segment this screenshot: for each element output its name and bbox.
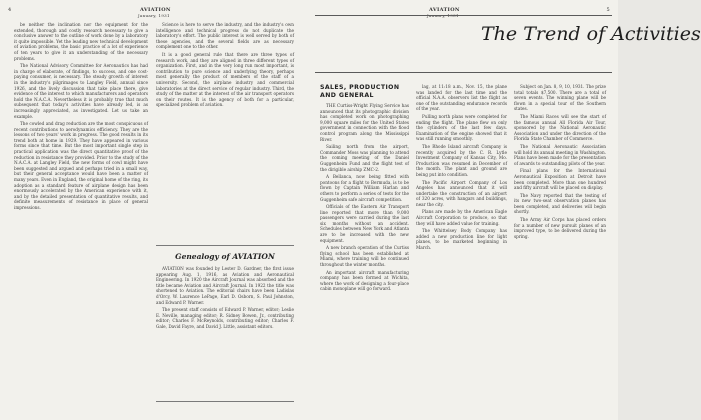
genealogy-heading: Genealogy of AVIATION [175,252,275,261]
genealogy-bottom-rule [156,401,294,402]
news-item: Pulling north plans were completed for ending the flight. The plane flew on only the cylinders of the last few days. Examination of the engine showed that it was still running smoothly. [416,113,507,142]
news-item: Subject on Jan. 8, 9, 10, 1931. The prize total totals $7,500. There are a total of seven events. The winning plane will be flown in a special tour of the Southern states. [514,84,606,112]
news-item: An important aircraft manufacturing company has been formed at Wichita, where the work of designing a four-place cabin monoplane will go forward. [320,269,409,292]
news-item: A Bellanca, now being fitted with pontoons for a flight to Bermuda, is to be flown by Captain William Harlan and others to perform a series of tests for the Guggenheim safe aircraft competition. [320,174,409,202]
news-item: lag, at 11:18 a.m., Nov. 15, the plane was landed for the last time and the official N.A.A. observers list the flight as one of the outstanding endurance records of the year. [416,84,507,112]
title-top-rule [315,15,612,16]
news-item: The Rhode Island aircraft Company is recently acquired by the C. R. Lytle Investment Company of Kansas City, Mo. Production was resumed in December of the month. The plant and ground are being put into condition. [416,143,507,177]
news-item: Officials of the Eastern Air Transport line reported that more than 9,000 passengers were carried during the last six months without an accident. Schedules between New York and Atlanta are to be increased with the new equipment. [320,204,409,243]
news-item: Final plans for the International Aeronautical Exposition at Detroit have been completed. More than one hundred and fifty aircraft will be placed on display. [514,168,606,191]
news-item: The National Aeronautic Association will hold its annual meeting in Washington. Plans have been made for the presentation of awards to outstanding pilots of the year. [514,143,607,166]
genealogy-box [156,266,294,398]
news-item: Plans are made by the American Eagle Aircraft Corporation to produce, so that they will have added value for training. [416,209,507,226]
right-page-number: 5 [606,7,610,13]
left-column-1 [14,22,148,408]
page-title: The Trend of Activities [481,23,701,45]
section-heading-line2: AND GENERAL [320,91,374,99]
genealogy-paragraph: The present staff consists of Edward P. Warner, editor; Leslie E. Neville, managing editor; R. Sidney Bowen, Jr., contributing editor; Charles F. McReynolds, contributing editor; Charles F. Gale, David Fayre, and David J. Little, assistant editors. [156,307,294,329]
right-running-head: AVIATION [429,7,460,13]
right-column-1 [320,103,409,413]
body-paragraph: It is a good general rule that there are three types of research work, and they are aligned in three different types of organization. First, and in the very long run most important, is contribution to pure science and underlying theory, perhaps most generally the product of members of the staff of a university. Second, the airplane industry and commercial laboratories at the direct service of regular industry. Third, the study of the matter at the interest of the air transport operators on their routes. It is the agency of both for a particular, specialized problem of aviation. [156,51,294,108]
section-heading [320,84,399,99]
left-page [0,0,310,420]
right-page [309,0,701,420]
news-item: Sailing north from the airport, Commander Moss was planning to attend the coming meeting of the Daniel Guggenheim Fund and the flight test of the dirigible airship ZMC-2. [320,144,409,172]
section-heading-line1: SALES, PRODUCTION [320,84,400,91]
news-item: The Navy reported that the testing of its new two-seat observation planes has been completed, and deliveries will begin shortly. [514,192,606,215]
news-item: The Army Air Corps has placed orders for a number of new pursuit planes of an improved type, to be delivered during the spring. [514,217,606,239]
right-column-3 [514,84,606,413]
news-item: The Whittelsey Body Company has added a new production line for light planes, to be marketed beginning in March. [416,228,507,251]
body-paragraph: be neither the inclination nor the equipment for the extended, thorough and costly research necessary to give a conclusive answer to the outline of work done by a laboratory it quite impossible. Yet the leading new technical development of aviation problems, the basic practice of a lot of experience of ten years to give it an understanding of the necessary problems. [14,22,148,61]
left-column-2 [156,22,294,240]
right-column-2 [416,84,507,413]
title-bottom-rule [315,72,612,73]
left-page-number: 4 [8,7,12,13]
right-running-date: January, 1931 [427,13,459,18]
body-paragraph: The cowled and drag reduction are the most conspicuous of recent contributions to aerodynamics efficiency. They are the lessons of two years' work in progress. The good results in its trend both at home in 1929. They have appeared in various forms since that time. But the most important single step in practical application was the direct quantitative proof of the reduction in resistance they provided. Prior to the study of the N.A.C.A. at Langley Field, the new forms of cowl might have been suggested and argued and perhaps tried in a small way, but their general acceptance would have been a matter of many years. Even in England, the original home of the ring, its adoption as a standard feature of airplane design has been enormously accelerated by the American experience with it, and by the detailed presentation of quantitative results, and definite measurements of resistance in place of general impressions. [14,121,148,210]
body-paragraph: Science is here to serve the industry, and the industry's own intelligence and technical progress do not duplicate the laboratory's effort. The public interest is well served by both of these agencies, and the several fields are as necessary complement one to the other. [156,22,294,50]
news-item: The Miami Races will see the start of the famous annual All Florida Air Tour, sponsored by the National Aeronautic Association and under the direction of the Florida State Chamber of Commerce. [514,113,606,142]
genealogy-top-rule [156,245,294,246]
news-item: THE Curtiss-Wright Flying Service has announced that its photographic division has completed work on photographing 9,000 square miles for the United States government in connection with the flood control program along the Mississippi River. [320,103,409,142]
genealogy-paragraph: AVIATION was founded by Lester D. Gardner, the first issue appearing Aug. 1, 1916, as Aviation and Aeronautical Engineering. In 1920 the Aircraft Journal was absorbed and the title became Aviation and Aircraft Journal. In 1922 the title was shortened to Aviation. The editorial chairs have been Ladislas d'Orcy, W. Laurence LePage, Earl D. Osborn, S. Paul Johnston, and Edward P. Warner. [156,266,294,305]
news-item: A new branch operation of the Curtiss flying school has been established at Miami, where training will be continued throughout the winter months. [320,245,409,268]
news-item: The Pacific Airport Company of Los Angeles has announced that it will undertake the construction of an airport of 320 acres, with hangars and buildings, near the city. [416,179,507,207]
left-running-head: AVIATION [140,7,171,13]
body-paragraph: The National Advisory Committee for Aeronautics has had in charge of elaborate, of findings, to success, and one cost-paying consumer, is necessary. The steady growth of interest in the industry's pilgrimages to Langley Field, annual since 1926, and the lively discussion that take place there, give evidence of the interest to which manufacturers and operators hold the N.A.C.A. Nevertheless it is probably true that much subsequent that today's activities have already led, is as increasingly appreciated, as investigated. Let us take an example. [14,63,148,119]
left-running-date: January, 1931 [138,13,170,18]
